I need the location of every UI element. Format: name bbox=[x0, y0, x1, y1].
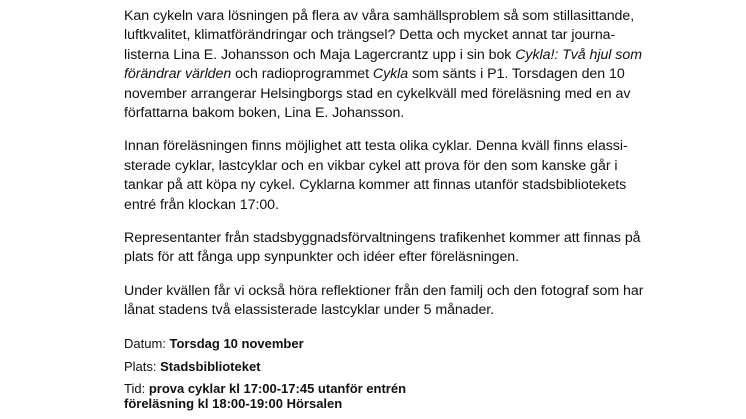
time-line-1 bbox=[124, 381, 644, 396]
date-value: Torsdag 10 november bbox=[169, 335, 304, 351]
time-label: Tid: bbox=[124, 380, 149, 396]
place-label: Plats: bbox=[124, 358, 161, 374]
place-info bbox=[124, 358, 644, 375]
bike-test-paragraph: Innan föreläsningen finns möjlighet att testa olika cyklar. Denna kväll finns elassi-sterade cyklar, lastcyklar och en vikbar cykel att prova för den som kanske går i tankar på att köpa ny cykel. Cyklarna kommer att finnas utanför stadsbibliotekets entré från klockan 17:00. bbox=[124, 138, 628, 213]
reflections-paragraph: Under kvällen får vi också höra reflektioner från den familj och den fotograf som har lånat stadens två elassisterade lastcyklar under 5 månader. bbox=[124, 282, 644, 319]
time-value-lecture: föreläsning kl 18:00-19:00 Hörsalen bbox=[124, 395, 343, 411]
article-body bbox=[124, 7, 644, 411]
time-line-2 bbox=[124, 396, 644, 411]
intro-paragraph bbox=[124, 7, 644, 123]
time-info bbox=[124, 381, 644, 411]
radio-program-title: Cykla bbox=[372, 66, 409, 83]
date-info bbox=[124, 335, 644, 352]
intro-text-2: och radioprogrammet bbox=[231, 66, 373, 83]
time-value-bike-test: prova cyklar kl 17:00-17:45 utanför entrén bbox=[148, 380, 407, 396]
representatives-paragraph: Representanter från stadsbyggnadsförvaltningens trafikenhet kommer att finnas på plats för att fånga upp synpunkter och idéer efter föreläsningen. bbox=[124, 230, 641, 266]
place-value: Stadsbiblioteket bbox=[160, 358, 261, 374]
intro-text-3: som sänts i P1. Torsdagen den 10 november arrangerar Helsingborgs stad en cykelkväll med föreläsning med en av författarna bakom boken, Lina E. Johansson. bbox=[124, 66, 631, 122]
intro-text-1: Kan cykeln vara lösningen på flera av våra samhällsproblem så som stillasittande, luftkvalitet, klimatförändringar och trängsel? Detta och mycket annat tar journa-listerna Lina E. Johansson och Maja Lagercrantz upp i sin bok bbox=[124, 8, 635, 63]
book-title: Cykla!: Två hjul som förändrar världen bbox=[124, 46, 642, 83]
date-label: Datum: bbox=[124, 335, 170, 351]
